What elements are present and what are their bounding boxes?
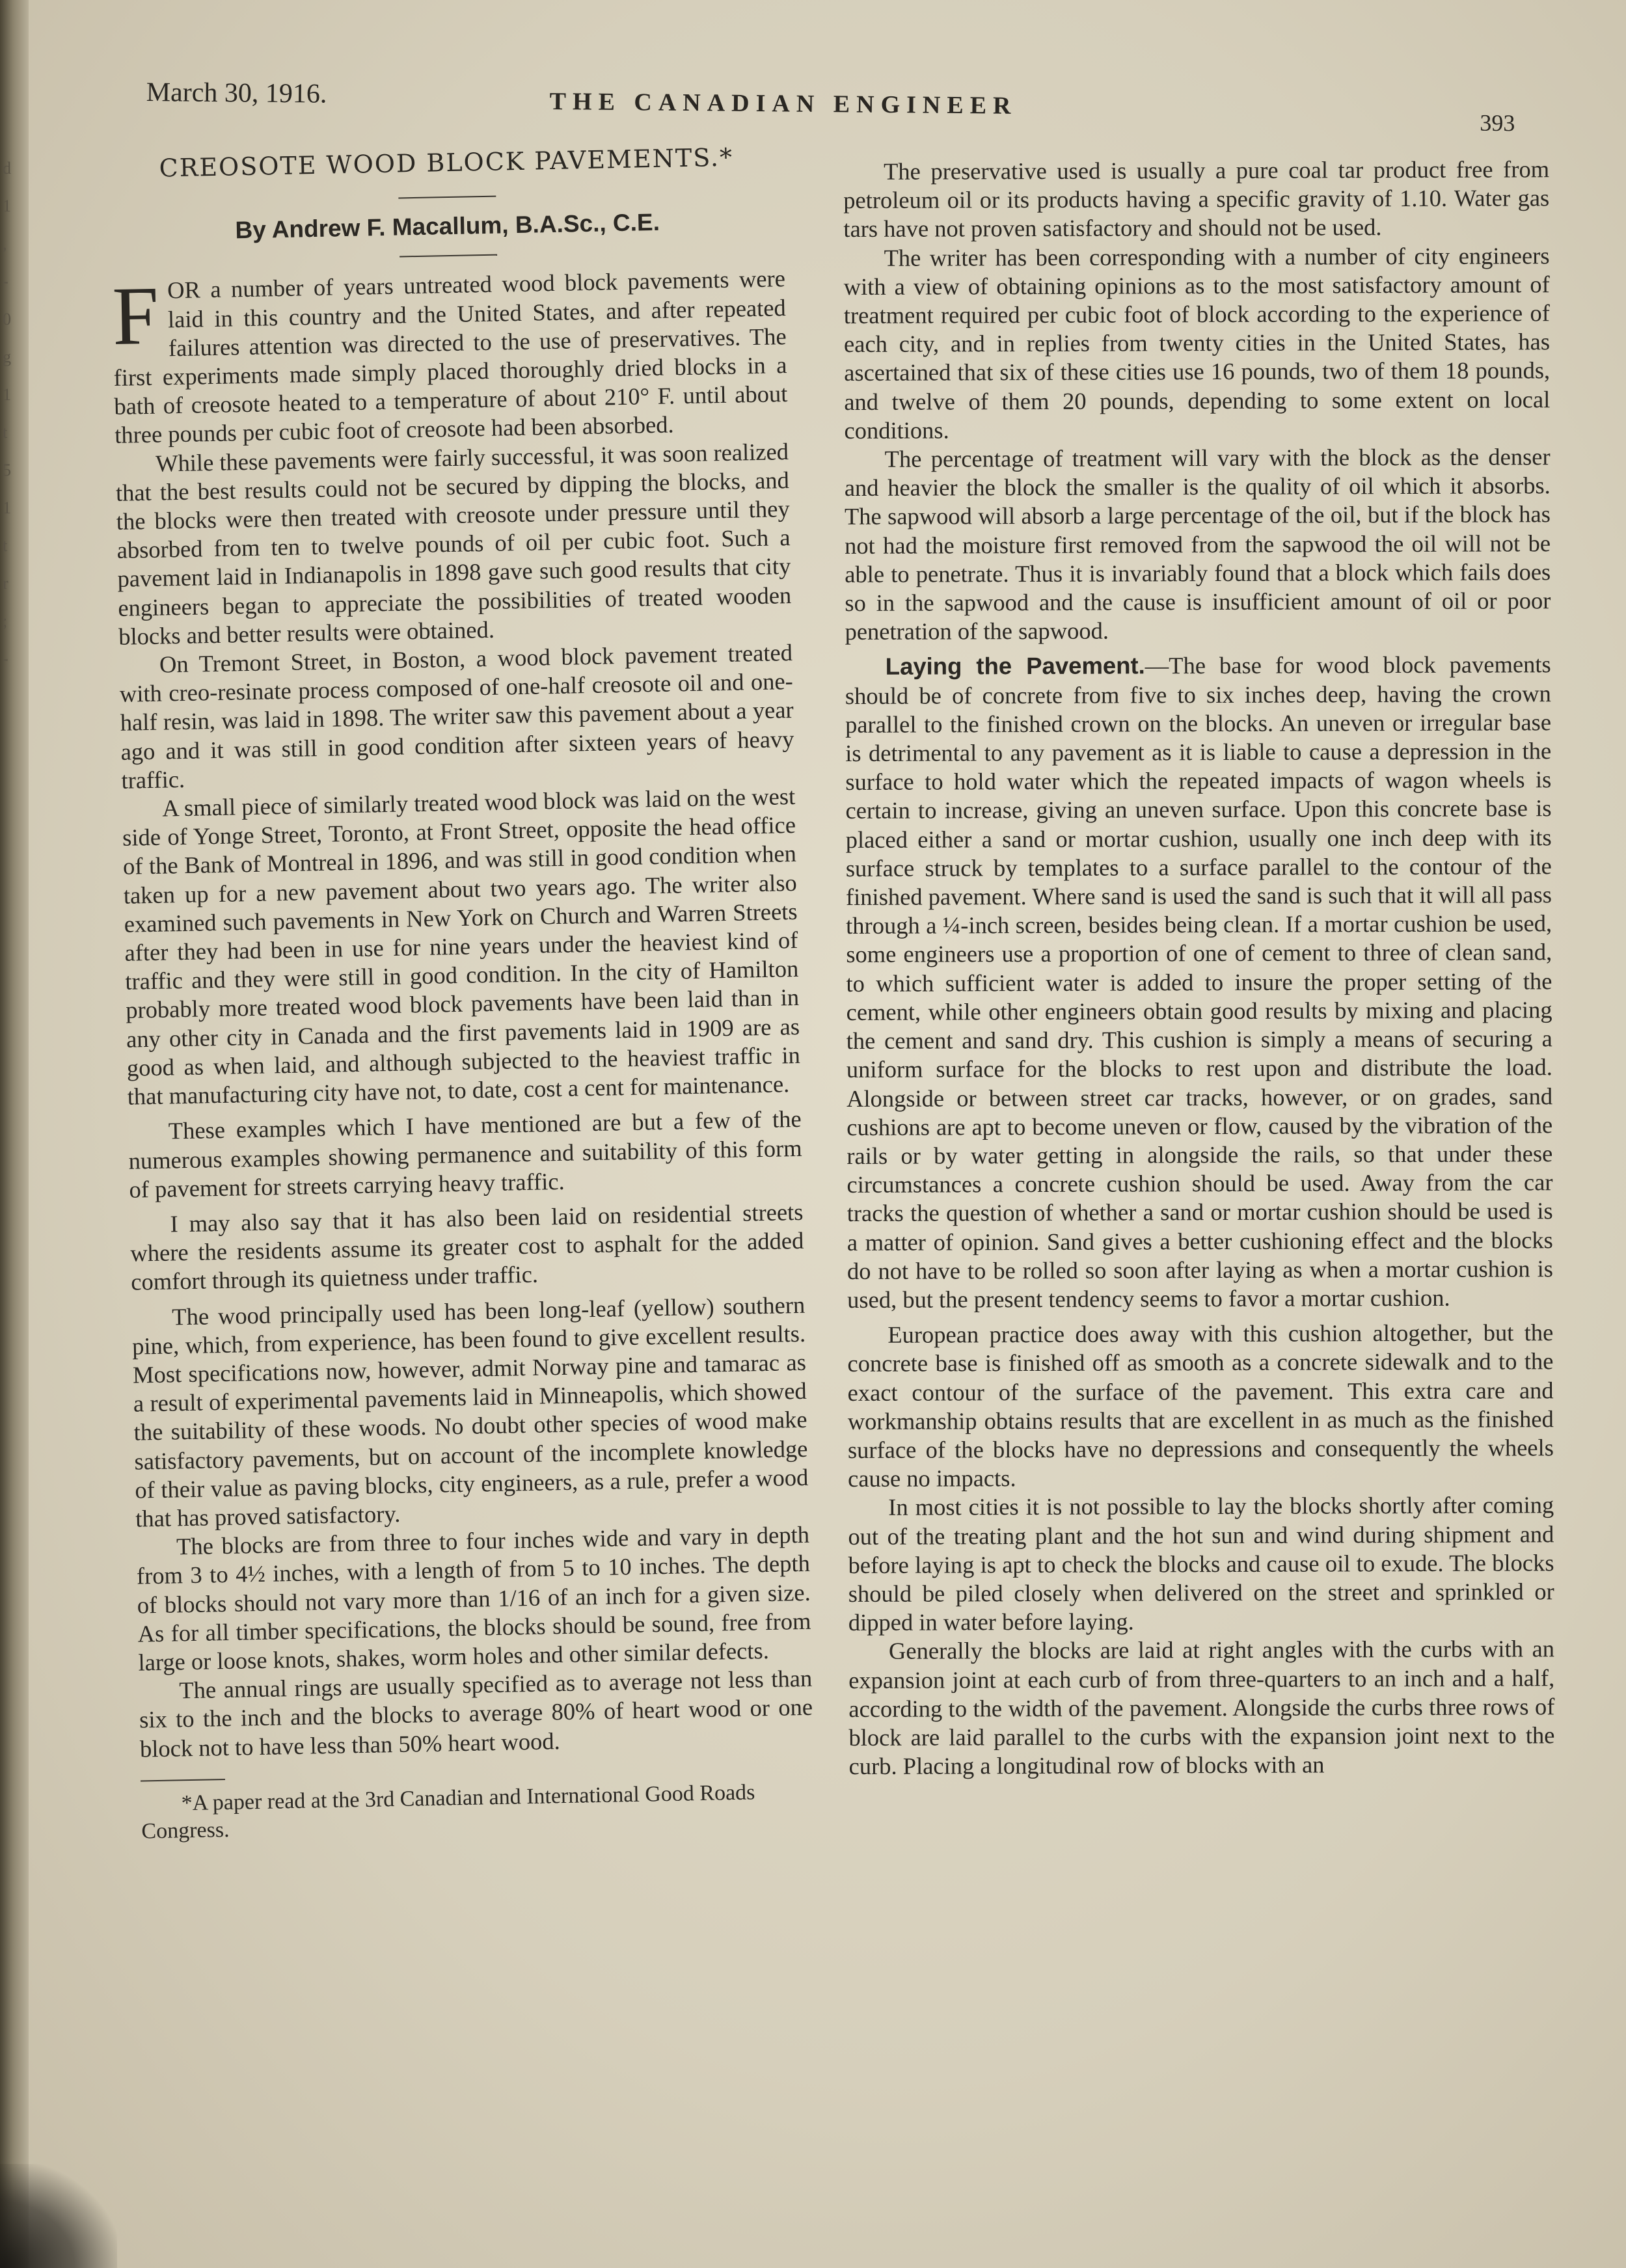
first-paragraph-text: OR a number of years untreated wood block pavements were laid in this country and the United States, and after repeated failures attention was directed to the use of preservatives. The first experiments made simply placed thoroughly dried blocks in a bath of creosote heated to a temperature of about 210° F. until about three pounds per cubic foot of creosote had been absorbed. bbox=[113, 265, 788, 449]
issue-date: March 30, 1916. bbox=[146, 77, 327, 109]
margin-mark: 0 bbox=[3, 310, 11, 329]
paragraph: A small piece of similarly treated wood block was laid on the west side of Yonge Street, Toronto, at Front Street, opposite the head office of the Bank of Montreal in 1896, and was still in good condition when taken up for a new pavement about two years ago. The writer also examined such pavements in New York on Church and Warren Streets after they had been in use for nine years under the heaviest kind of traffic and they were still in good condition. In the city of Hamilton probably more treated wood block pavements have been laid than in any other city in Canada and the first pavements laid in 1909 are as good as when laid, and although subjected to the heaviest traffic in that manufacturing city have not, to date, cost a cent for maintenance. bbox=[122, 783, 801, 1110]
margin-mark: t bbox=[3, 536, 8, 555]
title-rule bbox=[398, 196, 496, 199]
footnote-rule bbox=[141, 1779, 225, 1781]
page-number: 393 bbox=[1480, 109, 1515, 137]
left-column bbox=[109, 142, 815, 1845]
margin-mark: r bbox=[3, 574, 8, 593]
section-paragraph bbox=[845, 651, 1554, 1314]
paragraph: While these pavements were fairly successful, it was soon realized that the best results could not be secured by dipping the blocks, and the blocks were then treated with creosote under pressure until they absorbed from ten to twelve pounds of oil per cubic foot. Such a pavement laid in Indianapolis in 1898 gave such good results that city engineers began to appreciate the possibilities of treated wooden blocks and better results were obtained. bbox=[115, 437, 792, 650]
margin-mark: - bbox=[3, 272, 8, 291]
paragraph: I may also say that it has also been laid on residential streets where the residents assume its greater cost to asphalt for the added comfort through its quietness under traffic. bbox=[130, 1198, 804, 1295]
section-paragraph-text: —The base for wood block pavements should be of concrete from five to six inches deep, having the crown parallel to the finished crown on the blocks. An uneven or irregular base is detrimental to any pavement as it is liable to cause a depression in the surface to hold water which the repeated impacts of wagon wheels is certain to increase, giving an uneven surface. Upon this concrete base is placed either a sand or mortar cushion, usually one inch deep with its surface struck by templates to a surface parallel to the contour of the finished pavement. Where sand is used the sand is such that it will all pass through a ¼-inch screen, besides being clean. If a mortar cushion be used, some engineers use a proportion of one of cement to three of clean sand, to which sufficient water is added to insure the proper setting of the cement, while other engineers obtain good results by mixing and placing the cement and sand dry. This cushion is simply a means of securing a uniform surface for the blocks to rest upon and distribute the load. Alongside or between street car tracks, however, or on grades, sand cushions are apt to become uneven or flow, caused by the vibration of the rails or by water getting in alongside the rails, so that under these circumstances a concrete cushion should be used. Away from the car tracks the question of whether a sand or mortar cushion should be used is a matter of opinion. Sand gives a better cushioning effect and the blocks do not have to be rolled so soon after laying as when a mortar cushion is used, but the present tendency seems to favor a mortar cushion. bbox=[845, 651, 1554, 1313]
binding-shadow bbox=[0, 2164, 117, 2268]
byline-rule bbox=[400, 254, 497, 258]
paragraph: The preservative used is usually a pure coal tar product free from petroleum oil or its products having a specific gravity of 1.10. Water gas tars have not proven satisfactory and should not be used. bbox=[843, 155, 1550, 243]
margin-mark: 1 bbox=[3, 196, 11, 215]
margin-mark: d bbox=[3, 159, 11, 178]
paragraph: Generally the blocks are laid at right angles with the curbs with an expansion joint at each curb of from three-quarters to an inch and a half, according to the width of the pavement. Alongside the curbs three rows of block are laid parallel to the curbs with the expansion joint next to the curb. Placing a longitudinal row of blocks with an bbox=[848, 1635, 1555, 1780]
paragraph: In most cities it is not possible to lay the blocks shortly after coming out of the treating plant and the hot sun and wind during shipment and before laying is apt to check the blocks and cause oil to exude. The blocks should be piled closely when delivered on the street and sprinkled or dipped in water before laying. bbox=[848, 1491, 1554, 1636]
article-title: CREOSOTE WOOD BLOCK PAVEMENTS.* bbox=[159, 142, 734, 183]
paragraph: The wood principally used has been long-leaf (yellow) southern pine, which, from experience, has been found to give excellent results. Most specifications now, however, admit Norway pine and tamarac as a result of experimental pavements laid in Minneapolis, which showed the suitability of these woods. No doubt other species of wood make satisfactory pavements, but on account of the incomplete knowledge of their value as paving blocks, city engineers, as a rule, prefer a wood that has proved satisfactory. bbox=[131, 1291, 809, 1532]
article-byline: By Andrew F. Macallum, B.A.Sc., C.E. bbox=[235, 208, 660, 244]
margin-mark: t bbox=[3, 423, 8, 442]
paragraph: On Tremont Street, in Boston, a wood block pavement treated with creo-resinate process composed of one-half creosote oil and one-half resin, was laid in 1898. The writer saw this pavement about a year ago and it was still in good condition after sixteen years of heavy traffic. bbox=[119, 639, 794, 794]
margin-mark: - bbox=[3, 649, 8, 668]
margin-mark: g bbox=[3, 347, 11, 366]
drop-cap: F bbox=[111, 269, 160, 363]
margin-mark: , bbox=[3, 234, 7, 253]
margin-mark: ; bbox=[3, 612, 8, 630]
paragraph: European practice does away with this cushion altogether, but the concrete base is finished off as smooth as a concrete sidewalk and to the exact contour of the surface of the pavement. This extra care and workmanship obtains results that are excellent in as much as the finished surface of the blocks have no depressions and consequently the wheels cause no impacts. bbox=[847, 1319, 1554, 1492]
margin-mark: 1 bbox=[3, 385, 11, 404]
first-paragraph bbox=[112, 265, 789, 450]
paragraph: The blocks are from three to four inches wide and vary in depth from 3 to 4½ inches, with a length of from 5 to 10 inches. The depth of blocks should not vary more than 1/16 of an inch for a given size. As for all timber specifications, the blocks should be sound, free from large or loose knots, shakes, worm holes and other similar defects. bbox=[136, 1520, 811, 1676]
right-column bbox=[843, 155, 1555, 1781]
running-head bbox=[146, 77, 1552, 136]
section-subhead: Laying the Pavement. bbox=[885, 652, 1145, 681]
paragraph: These examples which I have mentioned are but a few of the numerous examples showing permanence and suitability of this form of pavement for streets carrying heavy traffic. bbox=[128, 1105, 802, 1203]
paragraph: The writer has been corresponding with a number of city engineers with a view of obtaining opinions as to the most satisfactory amount of treatment required per cubic foot of block according to the experience of each city, and in replies from twenty cities in the United States, has ascertained that six of these cities use 16 pounds, two of them 18 pounds, and twelve of them 20 pounds, depending to some extent on local conditions. bbox=[843, 241, 1551, 444]
paragraph: The annual rings are usually specified as to average not less than six to the inch and the blocks to average 80% of heart wood or one block not to have less than 50% heart wood. bbox=[139, 1664, 813, 1762]
journal-name: THE CANADIAN ENGINEER bbox=[549, 87, 1018, 120]
footnote: *A paper read at the 3rd Canadian and International Good Roads Congress. bbox=[141, 1780, 755, 1844]
margin-mark: 5 bbox=[3, 461, 11, 479]
previous-page-margin-marks bbox=[3, 150, 22, 678]
paragraph: The percentage of treatment will vary with the block as the denser and heavier the block the smaller is the quality of oil which it absorbs. The sapwood will absorb a large percentage of the oil, but if the block has not had the moisture first removed from the sapwood the oil will not be able to penetrate. Thus it is invariably found that a block which fails does so in the sapwood and the cause is insufficient amount of oil or poor penetration of the sapwood. bbox=[844, 443, 1551, 645]
margin-mark: 1 bbox=[3, 498, 11, 517]
